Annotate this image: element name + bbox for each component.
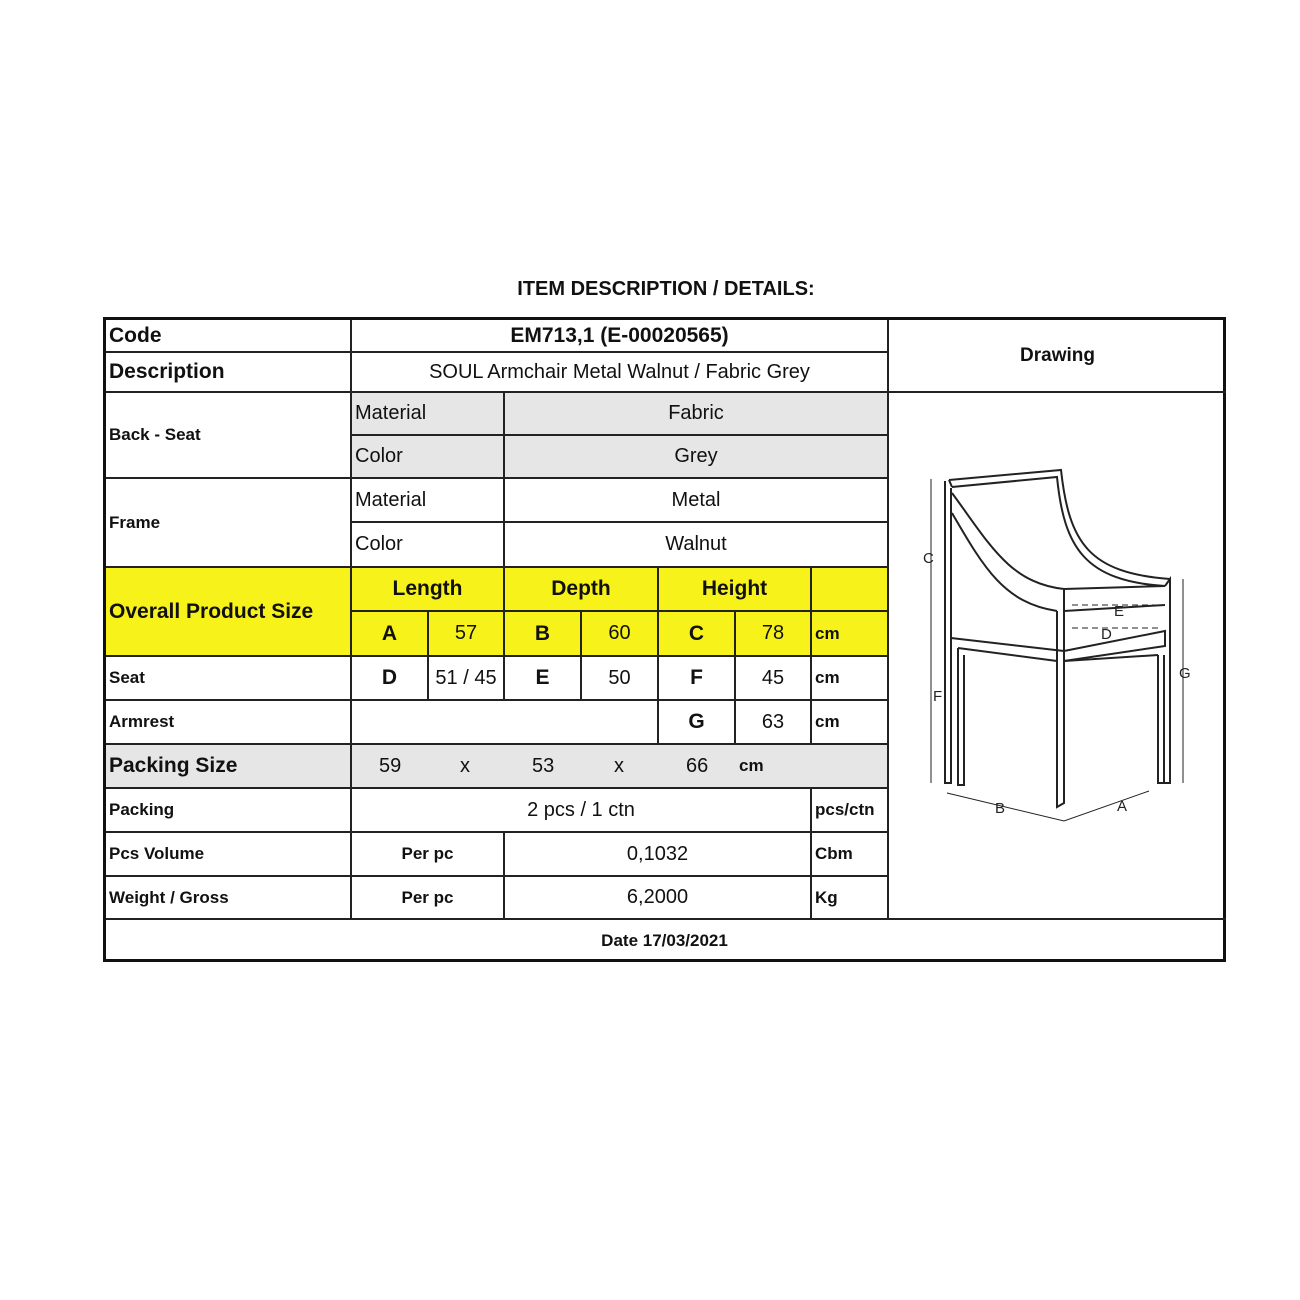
page-title: ITEM DESCRIPTION / DETAILS: — [517, 278, 815, 300]
seat-label: Seat — [106, 657, 352, 701]
drawing-letter-g: G — [1179, 665, 1191, 682]
frame-material-label: Material — [352, 479, 505, 523]
weight-value: 6,2000 — [505, 877, 812, 920]
overall-unit: cm — [812, 612, 889, 657]
back-right-leg — [958, 648, 964, 785]
letter-d: D — [352, 657, 429, 701]
pcs-volume-label: Pcs Volume — [106, 833, 352, 877]
letter-b: B — [505, 612, 582, 657]
pcs-volume-unit: Cbm — [812, 833, 889, 877]
frame-color-label: Color — [352, 523, 505, 568]
code-value: EM713,1 (E-00020565) — [352, 320, 889, 353]
date-footer: Date 17/03/2021 — [601, 931, 728, 950]
height-header: Height — [659, 568, 812, 612]
letter-g: G — [659, 701, 736, 745]
back-seat-color-value: Grey — [505, 436, 889, 479]
backrest-inner — [952, 477, 1165, 586]
depth-header: Depth — [505, 568, 659, 612]
packing-label: Packing — [106, 789, 352, 833]
packing-x-2: x — [614, 754, 624, 777]
packing-size-label: Packing Size — [106, 745, 352, 789]
drawing-letter-e: E — [1114, 603, 1125, 620]
packing-size-unit: cm — [739, 756, 764, 775]
back-seat-color-label: Color — [352, 436, 505, 479]
frame-label: Frame — [106, 479, 352, 568]
drawing-letter-d: D — [1101, 626, 1112, 643]
packing-height: 66 — [686, 754, 709, 777]
armrest-unit: cm — [812, 701, 889, 745]
description-value: SOUL Armchair Metal Walnut / Fabric Grey — [352, 353, 889, 393]
weight-per: Per pc — [352, 877, 505, 920]
armrest-empty — [352, 701, 659, 745]
value-e: 50 — [582, 657, 659, 701]
drawing-letter-b: B — [995, 800, 1006, 817]
back-seat-label: Back - Seat — [106, 393, 352, 479]
weight-unit: Kg — [812, 877, 889, 920]
front-right-leg — [1164, 579, 1170, 783]
overall-size-label: Overall Product Size — [106, 568, 352, 657]
letter-e: E — [505, 657, 582, 701]
value-g: 63 — [736, 701, 812, 745]
packing-width: 53 — [532, 754, 555, 777]
overall-header-spacer — [812, 568, 889, 612]
back-left-leg — [945, 481, 951, 783]
armchair-drawing — [889, 393, 1226, 920]
value-a: 57 — [429, 612, 505, 657]
drawing-letter-a: A — [1117, 798, 1128, 815]
code-label: Code — [106, 320, 352, 353]
packing-size-values — [352, 745, 889, 789]
letter-a: A — [352, 612, 429, 657]
item-details-sheet — [103, 317, 1226, 962]
packing-length: 59 — [379, 754, 402, 777]
value-b: 60 — [582, 612, 659, 657]
back-seat-material-label: Material — [352, 393, 505, 436]
letter-f: F — [659, 657, 736, 701]
drawing-area — [889, 393, 1226, 920]
letter-c: C — [659, 612, 736, 657]
drawing-header: Drawing — [889, 320, 1226, 393]
packing-x-1: x — [460, 754, 470, 777]
pcs-volume-per: Per pc — [352, 833, 505, 877]
packing-unit: pcs/ctn — [812, 789, 889, 833]
value-d: 51 / 45 — [429, 657, 505, 701]
length-header: Length — [352, 568, 505, 612]
packing-value: 2 pcs / 1 ctn — [352, 789, 812, 833]
value-f: 45 — [736, 657, 812, 701]
back-seat-material-value: Fabric — [505, 393, 889, 436]
weight-label: Weight / Gross — [106, 877, 352, 920]
drawing-letter-f: F — [933, 688, 943, 705]
frame-material-value: Metal — [505, 479, 889, 523]
seat-unit: cm — [812, 657, 889, 701]
description-label: Description — [106, 353, 352, 393]
drawing-letter-c: C — [923, 550, 934, 567]
armrest-label: Armrest — [106, 701, 352, 745]
frame-color-value: Walnut — [505, 523, 889, 568]
pcs-volume-value: 0,1032 — [505, 833, 812, 877]
value-c: 78 — [736, 612, 812, 657]
